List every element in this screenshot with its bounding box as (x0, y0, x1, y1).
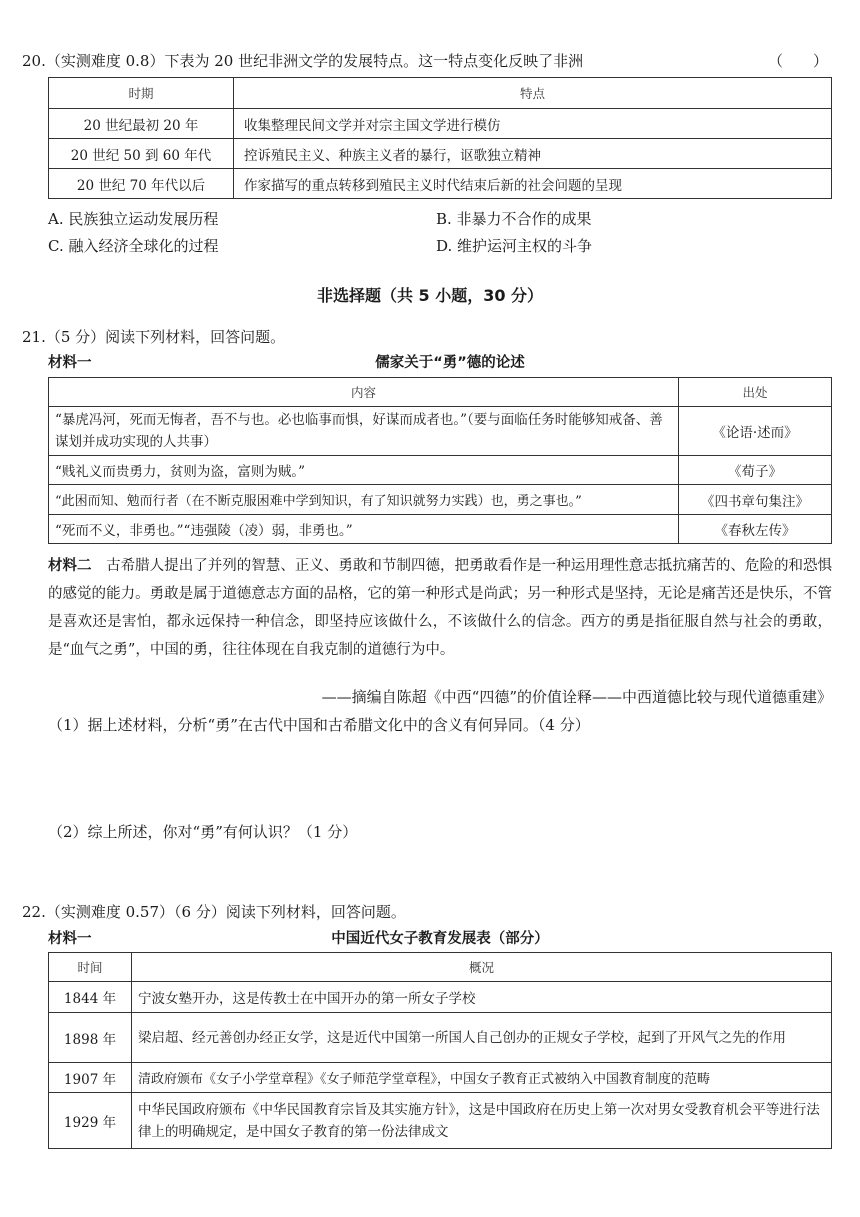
table-row (49, 407, 832, 456)
q20-stem: 20.（实测难度 0.8）下表为 20 世纪非洲文学的发展特点。这一特点变化反映了非洲 (22, 52, 584, 70)
table-header-row (49, 378, 832, 407)
table-header-row (49, 78, 832, 109)
q20-period-cell: 20 世纪 70 年代以后 (49, 169, 234, 199)
q20-feature-cell: 收集整理民间文学并对宗主国文学进行模仿 (234, 109, 832, 139)
q21-source-cell: 《论语·述而》 (679, 407, 832, 456)
q21-content-cell: “贱礼义而贵勇力，贫则为盗，富则为贼。” (49, 456, 679, 485)
q21-material2-text: 古希腊人提出了并列的智慧、正义、勇敢和节制四德，把勇敢看作是一种运用理性意志抵抗痛苦的、危险的和恐惧的感觉的能力。勇敢是属于道德意志方面的品格，它的第一种形式是尚武；另一种形式是坚持，无论是痛苦还是快乐，不管是喜欢还是害怕，都永远保持一种信念，即坚持应该做什么，不该做什么的信念。西方的勇是指征服自然与社会的勇敢，是“血气之勇”，中国的勇，往往体现在自我克制的道德行为中。 (48, 558, 833, 658)
table-row (49, 169, 832, 199)
q21-material1-label: 材料一 (48, 355, 92, 371)
q20-answer-bracket[interactable]: （ ） (768, 52, 829, 70)
q22-desc-cell: 中华民国政府颁布《中华民国教育宗旨及其实施方针》，这是中国政府在历史上第一次对男女受教育机会平等进行法律上的明确规定，是中国女子教育的第一份法律成文 (132, 1093, 832, 1149)
q20-feature-cell: 作家描写的重点转移到殖民主义时代结束后新的社会问题的呈现 (234, 169, 832, 199)
table-header-row (49, 953, 832, 982)
q21-stem: 21.（5 分）阅读下列材料，回答问题。 (22, 328, 286, 346)
table-row (49, 139, 832, 169)
q21-material1-title: 儒家关于“勇”德的论述 (375, 355, 525, 371)
q22-header-year: 时间 (49, 953, 132, 982)
q21-content-cell: “暴虎冯河，死而无悔者，吾不与也。必也临事而惧，好谋而成者也。”（要与面临任务时能够知戒备、善谋划并成功实现的人共事） (49, 407, 679, 456)
q20-feature-cell: 控诉殖民主义、种族主义者的暴行，讴歌独立精神 (234, 139, 832, 169)
q21-source-line: ——摘编自陈超《中西“四德”的价值诠释——中西道德比较与现代道德重建》 (321, 688, 832, 706)
q22-year-cell: 1898 年 (49, 1013, 132, 1063)
q22-desc-cell: 清政府颁布《女子小学堂章程》《女子师范学堂章程》，中国女子教育正式被纳入中国教育制度的范畴 (132, 1063, 832, 1093)
table-row (49, 485, 832, 515)
table-row (49, 1093, 832, 1149)
q21-header-source: 出处 (679, 378, 832, 407)
q21-source-cell: 《四书章句集注》 (679, 485, 832, 515)
q21-content-cell: “死而不义，非勇也。”“违强陵（凌）弱，非勇也。” (49, 515, 679, 544)
q22-desc-cell: 梁启超、经元善创办经正女学，这是近代中国第一所国人自己创办的正规女子学校，起到了开风气之先的作用 (132, 1013, 832, 1063)
q21-header-content: 内容 (49, 378, 679, 407)
q22-desc-cell: 宁波女塾开办，这是传教士在中国开办的第一所女子学校 (132, 982, 832, 1013)
q22-stem: 22.（实测难度 0.57）（6 分）阅读下列材料，回答问题。 (22, 903, 406, 921)
q21-answer-area-1[interactable] (48, 742, 832, 812)
q20-option-c[interactable]: C. 融入经济全球化的过程 (48, 237, 219, 255)
table-row (49, 982, 832, 1013)
q22-material1-label: 材料一 (48, 931, 92, 947)
table-row (49, 1013, 832, 1063)
section-title: 非选择题（共 5 小题，30 分） (316, 286, 544, 305)
q21-source-cell: 《荀子》 (679, 456, 832, 485)
table-row (49, 515, 832, 544)
q20-option-b[interactable]: B. 非暴力不合作的成果 (436, 210, 592, 228)
table-row (49, 109, 832, 139)
q21-answer-area-2[interactable] (48, 848, 832, 893)
q20-period-cell: 20 世纪 50 到 60 年代 (49, 139, 234, 169)
q21-table (48, 377, 832, 544)
q21-source-cell: 《春秋左传》 (679, 515, 832, 544)
q21-material2 (48, 552, 832, 664)
q20-table (48, 77, 832, 199)
q22-table (48, 952, 832, 1149)
table-row (49, 456, 832, 485)
q20-period-cell: 20 世纪最初 20 年 (49, 109, 234, 139)
q20-option-d[interactable]: D. 维护运河主权的斗争 (436, 237, 593, 255)
q22-year-cell: 1907 年 (49, 1063, 132, 1093)
q22-year-cell: 1929 年 (49, 1093, 132, 1149)
q20-header-period: 时期 (49, 78, 234, 109)
table-row (49, 1063, 832, 1093)
q20-header-feature: 特点 (234, 78, 832, 109)
q21-sub-question-2: （2）综上所述，你对“勇”有何认识？（1 分） (48, 823, 358, 841)
q22-header-desc: 概况 (132, 953, 832, 982)
q21-material2-label: 材料二 (48, 558, 92, 574)
q21-sub-question-1: （1）据上述材料，分析“勇”在古代中国和古希腊文化中的含义有何异同。（4 分） (48, 716, 590, 734)
q22-material1-title: 中国近代女子教育发展表（部分） (331, 931, 549, 947)
q21-content-cell: “此困而知、勉而行者（在不断克服困难中学到知识，有了知识就努力实践）也，勇之事也。” (49, 485, 679, 515)
q20-option-a[interactable]: A. 民族独立运动发展历程 (48, 210, 219, 228)
q22-year-cell: 1844 年 (49, 982, 132, 1013)
